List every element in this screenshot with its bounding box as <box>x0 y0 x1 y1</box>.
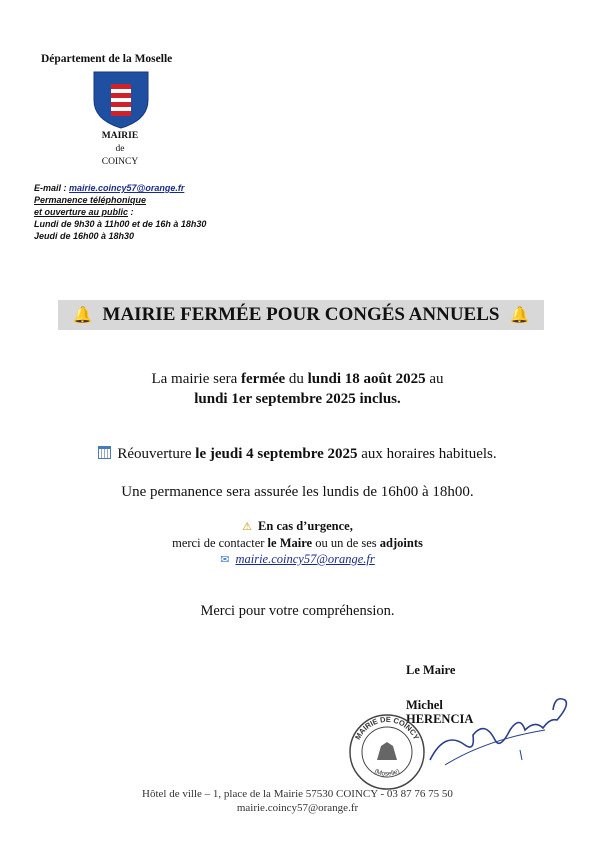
department-title: Département de la Moselle <box>41 53 173 65</box>
urgent-block <box>0 518 595 568</box>
msg-text: La mairie sera <box>151 371 242 387</box>
svg-text:MAIRIE DE COINCY <box>353 715 421 741</box>
closure-message <box>0 369 595 409</box>
reopen-text: aux horaires habituels. <box>357 446 497 462</box>
coat-of-arms <box>92 70 150 130</box>
mairie-line2: de <box>115 144 125 154</box>
signature-last-name: HERENCIA <box>406 712 474 726</box>
reopen-text: Réouverture <box>117 446 196 462</box>
calendar-icon <box>98 446 111 459</box>
urgent-email-link[interactable]: mairie.coincy57@orange.fr <box>235 552 375 566</box>
urgent-bold: adjoints <box>379 536 423 550</box>
official-stamp <box>347 712 427 792</box>
bell-icon: 🔔 <box>509 307 530 324</box>
hours-line-2: Jeudi de 16h00 à 18h30 <box>34 231 135 241</box>
footer-address: Hôtel de ville – 1, place de la Mairie 57530 COINCY - 03 87 76 75 50 <box>142 788 453 800</box>
email-label: E-mail : <box>34 183 70 193</box>
permanence-colon: : <box>128 207 134 217</box>
email-icon: ✉ <box>220 554 230 566</box>
permanence-label-1: Permanence téléphonique <box>34 195 147 205</box>
warning-icon: ⚠ <box>242 521 253 533</box>
msg-text: au <box>425 371 444 387</box>
urgent-text: ou un de ses <box>312 536 380 550</box>
msg-end-date: lundi 1er septembre 2025 inclus. <box>194 391 401 407</box>
hours-line-1: Lundi de 9h30 à 11h00 et de 16h à 18h30 <box>34 219 207 229</box>
handwritten-signature <box>425 690 575 770</box>
msg-bold: fermée <box>241 371 286 387</box>
urgent-title: En cas d’urgence, <box>258 519 353 533</box>
svg-text:(Moselle) <box>373 768 401 778</box>
msg-text: du <box>285 371 308 387</box>
reopening-line <box>0 446 595 463</box>
footer-email: mairie.coincy57@orange.fr <box>236 802 359 814</box>
bell-icon: 🔔 <box>72 307 93 324</box>
urgent-bold: le Maire <box>267 536 313 550</box>
reopen-date: le jeudi 4 septembre 2025 <box>195 446 358 462</box>
contact-block <box>34 182 206 242</box>
footer <box>0 787 595 815</box>
msg-date: lundi 18 août 2025 <box>307 371 426 387</box>
stamp-text-top: MAIRIE DE COINCY <box>353 714 421 742</box>
stamp-text-bottom: (Moselle) <box>373 767 401 778</box>
closure-banner <box>58 300 544 330</box>
mairie-line3: COINCY <box>101 157 139 167</box>
email-link[interactable]: mairie.coincy57@orange.fr <box>69 183 185 193</box>
signature-first-name: Michel <box>406 698 443 712</box>
mairie-line1: MAIRIE <box>101 131 139 141</box>
permanence-label-2: et ouverture au public <box>34 207 129 217</box>
banner-title: MAIRIE FERMÉE POUR CONGÉS ANNUELS <box>102 304 500 325</box>
thanks-line: Merci pour votre compréhension. <box>200 603 395 619</box>
urgent-text: merci de contacter <box>172 536 268 550</box>
permanence-line: Une permanence sera assurée les lundis de 16h00 à 18h00. <box>121 484 474 500</box>
mairie-name <box>100 130 140 169</box>
signature-title: Le Maire <box>406 663 456 677</box>
